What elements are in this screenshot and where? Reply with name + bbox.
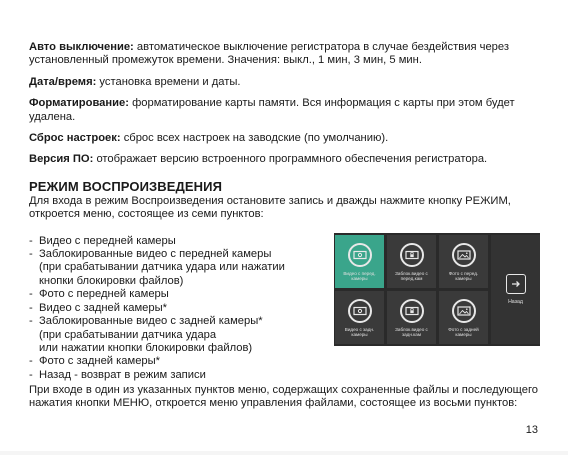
firmware-paragraph xyxy=(29,153,539,166)
term-description: установка времени и даты. xyxy=(96,75,241,88)
page-bottom-edge xyxy=(0,451,568,455)
tile-label: Назад xyxy=(508,298,523,305)
section-intro: Для входа в режим Воспроизведения остановите запись и дважды нажмите кнопку РЕЖИМ, откроется меню, состоящее из семи пунктов: xyxy=(29,194,511,221)
rear-photo-tile[interactable] xyxy=(439,291,488,344)
list-item: - Заблокированные видео с задней камеры* xyxy=(29,315,263,328)
page-number: 13 xyxy=(525,424,538,436)
term-description: сброс всех настроек на заводские (по умолчанию). xyxy=(120,132,389,145)
list-item: - Видео с передней камеры xyxy=(29,234,176,247)
term-label: Дата/время: xyxy=(29,75,97,88)
list-item: кнопки блокировки файлов) xyxy=(39,274,184,287)
front-photo-tile[interactable] xyxy=(439,235,488,288)
list-item: (при срабатывании датчика удара xyxy=(39,328,217,341)
file-menu-paragraph: При входе в один из указанных пунктов меню, содержащих сохраненные файлы и последующего нажатия кнопки МЕНЮ, откроется меню управления файлами, состоящее из восьми пунктов: xyxy=(29,384,539,410)
list-item: - Фото с задней камеры* xyxy=(29,355,161,368)
front-locked-video-tile[interactable] xyxy=(387,235,436,288)
section-heading: РЕЖИМ ВОСПРОИЗВЕДЕНИЯ xyxy=(29,178,223,194)
back-tile[interactable] xyxy=(491,235,540,344)
list-item: - Фото с передней камеры xyxy=(29,288,169,301)
playback-menu-list xyxy=(29,235,329,382)
front-video-tile[interactable] xyxy=(335,235,384,288)
list-item: или нажатии кнопки блокировки файлов) xyxy=(39,341,253,354)
video-icon xyxy=(348,243,372,267)
format-paragraph xyxy=(29,97,539,124)
term-label: Авто выключение: xyxy=(29,41,134,53)
tile-label: Заблок.видео с перед.кам xyxy=(395,271,428,282)
term-label: Форматирование: xyxy=(29,97,129,110)
list-item: - Видео с задней камеры* xyxy=(29,301,168,314)
term-description: автоматическое выключение регистратора в случае бездействия через установленный промежуток времени. Значения: выкл., 1 мин, 3 мин, 5 мин. xyxy=(29,41,509,67)
auto-off-paragraph xyxy=(29,41,539,68)
tile-label: Видео с перед. камеры xyxy=(343,271,376,282)
term-description: форматирование карты памяти. Вся информация с карты при этом будет удалена. xyxy=(29,97,515,123)
lock-video-icon xyxy=(400,299,424,323)
tile-label: Заблок.видео с задн.кам xyxy=(395,327,428,338)
tile-label: Фото с перед. камеры xyxy=(448,271,479,282)
video-icon xyxy=(348,299,372,323)
tile-label: Фото с задней камеры xyxy=(448,327,479,338)
photo-icon xyxy=(452,243,476,267)
tile-label: Видео с задн. камеры xyxy=(344,327,375,338)
term-label: Сброс настроек: xyxy=(29,132,121,145)
rear-locked-video-tile[interactable] xyxy=(387,291,436,344)
rear-video-tile[interactable] xyxy=(335,291,384,344)
term-description: отображает версию встроенного программного обеспечения регистратора. xyxy=(93,153,488,166)
photo-icon xyxy=(452,299,476,323)
term-label: Версия ПО: xyxy=(29,153,94,166)
reset-paragraph xyxy=(29,132,539,145)
back-icon xyxy=(506,274,526,294)
lock-video-icon xyxy=(400,243,424,267)
list-item: (при срабатывании датчика удара или нажатии xyxy=(39,261,285,274)
playback-menu-screenshot xyxy=(334,233,540,346)
list-item: - Заблокированные видео с передней камеры xyxy=(29,248,272,261)
list-item: - Назад - возврат в режим записи xyxy=(29,368,206,381)
datetime-paragraph xyxy=(29,76,539,89)
